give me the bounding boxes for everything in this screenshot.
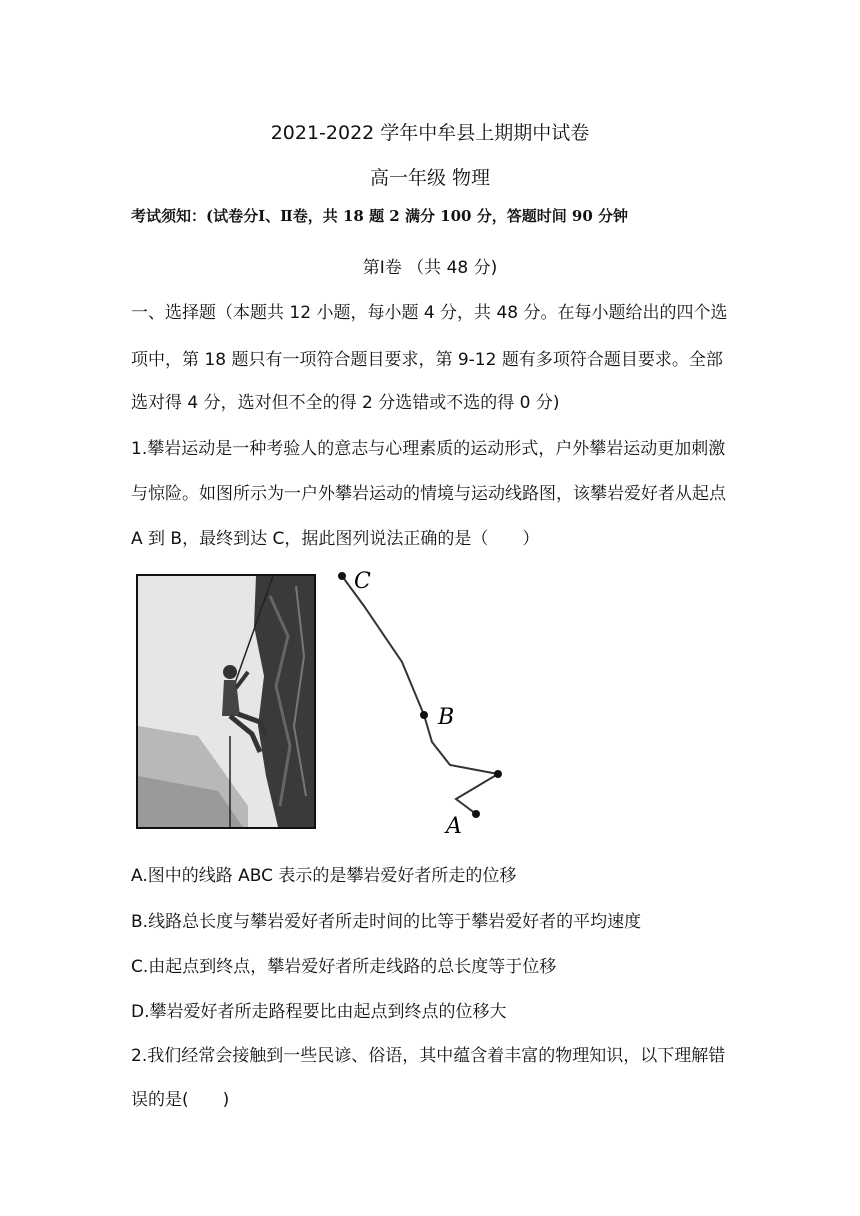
- question-1-stem-line-3: A 到 B，最终到达 C，据此图列说法正确的是（ ）: [131, 529, 540, 549]
- point-a-marker: [472, 810, 480, 818]
- question-1-stem-line-2: 与惊险。如图所示为一户外攀岩运动的情境与运动线路图，该攀岩爱好者从起点: [131, 484, 726, 504]
- route-turn-marker: [494, 770, 502, 778]
- label-b: B: [438, 705, 455, 730]
- route-path: [342, 576, 498, 814]
- option-d: D.攀岩爱好者所走路程要比由起点到终点的位移大: [131, 1002, 507, 1022]
- section-title: 第Ⅰ卷 （共 48 分): [362, 258, 498, 278]
- question-1-stem-line-1: 1.攀岩运动是一种考验人的意志与心理素质的运动形式，户外攀岩运动更加刺激: [131, 439, 726, 459]
- point-b-marker: [420, 711, 428, 719]
- route-diagram: [326, 562, 516, 837]
- option-a: A.图中的线路 ABC 表示的是攀岩爱好者所走的位移: [131, 866, 517, 886]
- section-instructions-line-3: 选对得 4 分，选对但不全的得 2 分选错或不选的得 0 分): [131, 393, 560, 413]
- label-a: A: [446, 814, 462, 837]
- exam-title: 2021-2022 学年中牟县上期期中试卷: [270, 122, 590, 144]
- option-b: B.线路总长度与攀岩爱好者所走时间的比等于攀岩爱好者的平均速度: [131, 912, 642, 932]
- option-c: C.由起点到终点，攀岩爱好者所走线路的总长度等于位移: [131, 957, 557, 977]
- climber-photo: [136, 574, 316, 829]
- exam-notice: 考试须知：(试卷分Ⅰ、Ⅱ卷，共 18 题 2 满分 100 分，答题时间 90 分钟: [131, 207, 629, 225]
- section-instructions-line-2: 项中，第 18 题只有一项符合题目要求，第 9-12 题有多项符合题目要求。全部: [131, 350, 723, 370]
- question-2-stem-line-1: 2.我们经常会接触到一些民谚、俗语，其中蕴含着丰富的物理知识，以下理解错: [131, 1046, 726, 1066]
- question-2-stem-line-2: 误的是( ): [131, 1090, 230, 1110]
- label-c: C: [354, 569, 371, 594]
- point-c-marker: [338, 572, 346, 580]
- exam-subtitle: 高一年级 物理: [369, 167, 491, 189]
- section-instructions-line-1: 一、选择题（本题共 12 小题，每小题 4 分，共 48 分。在每小题给出的四个选: [131, 303, 728, 323]
